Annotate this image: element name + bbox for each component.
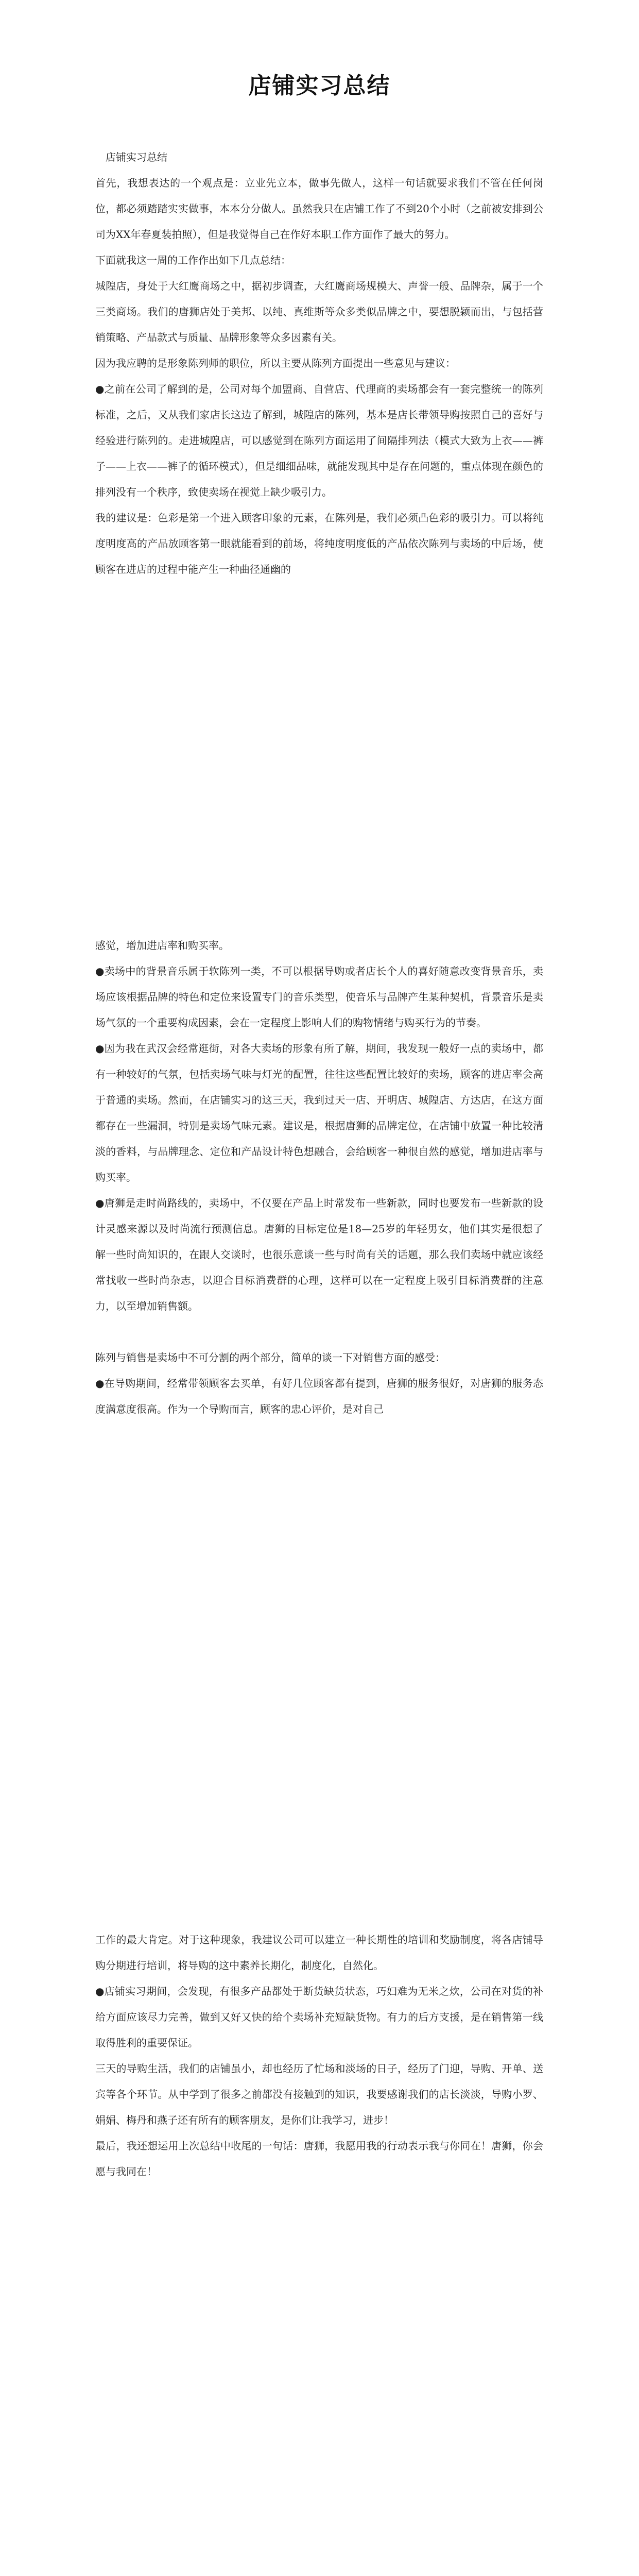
- bullet-paragraph: ●因为我在武汉会经常逛街，对各大卖场的形象有所了解，期间，我发现一般好一点的卖场中，都有一种较好的气氛，包括卖场气味与灯光的配置，往往这些配置比较好的卖场，顾客的进店率会高于普通的卖场。然而，在店铺实习的这三天，我到过天一店、开明店、城隍店、方达店，在这方面都存在一些漏洞，特别是卖场气味元素。建议是，根据唐狮的品牌定位，在店铺中放置一种比较清淡的香料，与品牌理念、定位和产品设计特色想融合，会给顾客一种很自然的感觉，增加进店率与购买率。: [95, 1042, 543, 1183]
- blank-line: [95, 1319, 543, 1345]
- paragraph: 感觉，增加进店率和购买率。: [95, 939, 229, 952]
- bullet-paragraph: ●在导购期间，经常带领顾客去买单，有好几位顾客都有提到，唐狮的服务很好，对唐狮的服务态度满意度很高。作为一个导购而言，顾客的忠心评价，是对自己: [95, 1377, 543, 1415]
- bullet-paragraph: ●店铺实习期间，会发现，有很多产品都处于断货缺货状态，巧妇难为无米之炊，公司在对货的补给方面应该尽力完善，做到又好又快的给个卖场补充短缺货物。有力的后方支援，是在销售第一线取得胜利的重要保证。: [95, 1985, 543, 2049]
- document-subtitle: 店铺实习总结: [106, 151, 167, 163]
- document-title: 店铺实习总结: [248, 73, 391, 99]
- paragraph: 工作的最大肯定。对于这种现象，我建议公司可以建立一种长期性的培训和奖励制度，将各店铺导购分期进行培训，将导购的这中素养长期化，制度化，自然化。: [95, 1934, 543, 1972]
- paragraph: 首先，我想表达的一个观点是：立业先立本，做事先做人，这样一句话就要求我们不管在任何岗位，都必须踏踏实实做事，本本分分做人。虽然我只在店铺工作了不到20个小时（之前被安排到公司为XX年春夏装拍照），但是我觉得自己在作好本职工作方面作了最大的努力。: [95, 177, 543, 241]
- paragraph: 我的建议是：色彩是第一个进入顾客印象的元素，在陈列是，我们必须凸色彩的吸引力。可以将纯度明度高的产品放顾客第一眼就能看到的前场，将纯度明度低的产品依次陈列与卖场的中后场，使顾客在进店的过程中能产生一种曲径通幽的: [95, 512, 543, 575]
- section-intro: [95, 144, 543, 582]
- paragraph: 陈列与销售是卖场中不可分割的两个部分，简单的谈一下对销售方面的感受：: [95, 1351, 445, 1364]
- closing-paragraph: 最后，我还想运用上次总结中收尾的一句话：唐狮，我愿用我的行动表示我与你同在！唐狮，你会愿与我同在！: [95, 2140, 543, 2178]
- bullet-paragraph: ●唐狮是走时尚路线的，卖场中，不仅要在产品上时常发布一些新款，同时也要发布一些新款的设计灵感来源以及时尚流行预测信息。唐狮的目标定位是18—25岁的年轻男女，他们其实是很想了解一些时尚知识的，在跟人交谈时，也很乐意谈一些与时尚有关的话题，那么我们卖场中就应该经常找收一些时尚杂志，以迎合目标消费群的心理，这样可以在一定程度上吸引目标消费群的注意力，以至增加销售额。: [95, 1197, 543, 1312]
- bullet-paragraph: ●之前在公司了解到的是，公司对每个加盟商、自营店、代理商的卖场都会有一套完整统一的陈列标准，之后，又从我们家店长这边了解到，城隍店的陈列，基本是店长带领导购按照自己的喜好与经验进行陈列的。走进城隍店，可以感觉到在陈列方面运用了间隔排列法（模式大致为上衣——裤子——上衣——裤子的循环模式），但是细细品味，就能发现其中是存在问题的，重点体现在颜色的排列没有一个秩序，致使卖场在视觉上缺少吸引力。: [95, 383, 543, 498]
- paragraph: 因为我应聘的是形象陈列师的职位，所以主要从陈列方面提出一些意见与建议：: [95, 357, 456, 369]
- section-display: [95, 933, 543, 1422]
- paragraph: 下面就我这一周的工作作出如下几点总结：: [95, 254, 291, 266]
- paragraph: 三天的导购生活，我们的店铺虽小，却也经历了忙场和淡场的日子，经历了门迎，导购、开单、送宾等各个环节。从中学到了很多之前都没有接触到的知识，我要感谢我们的店长淡淡，导购小罗、娟娟、梅丹和燕子还有所有的顾客朋友，是你们让我学习，进步！: [95, 2062, 543, 2126]
- paragraph: 城隍店，身处于大红鹰商场之中，据初步调查，大红鹰商场规模大、声誉一般、品牌杂，属于一个三类商场。我们的唐狮店处于美邦、以纯、真维斯等众多类似品牌之中，要想脱颖而出，与包括营销策略、产品款式与质量、品牌形象等众多因素有关。: [95, 280, 543, 344]
- bullet-paragraph: ●卖场中的背景音乐属于软陈列一类，不可以根据导购或者店长个人的喜好随意改变背景音乐，卖场应该根据品牌的特色和定位来设置专门的音乐类型，使音乐与品牌产生某种契机，背景音乐是卖场气氛的一个重要构成因素，会在一定程度上影响人们的购物情绪与购买行为的节奏。: [95, 965, 543, 1029]
- section-sales: [95, 1927, 543, 2184]
